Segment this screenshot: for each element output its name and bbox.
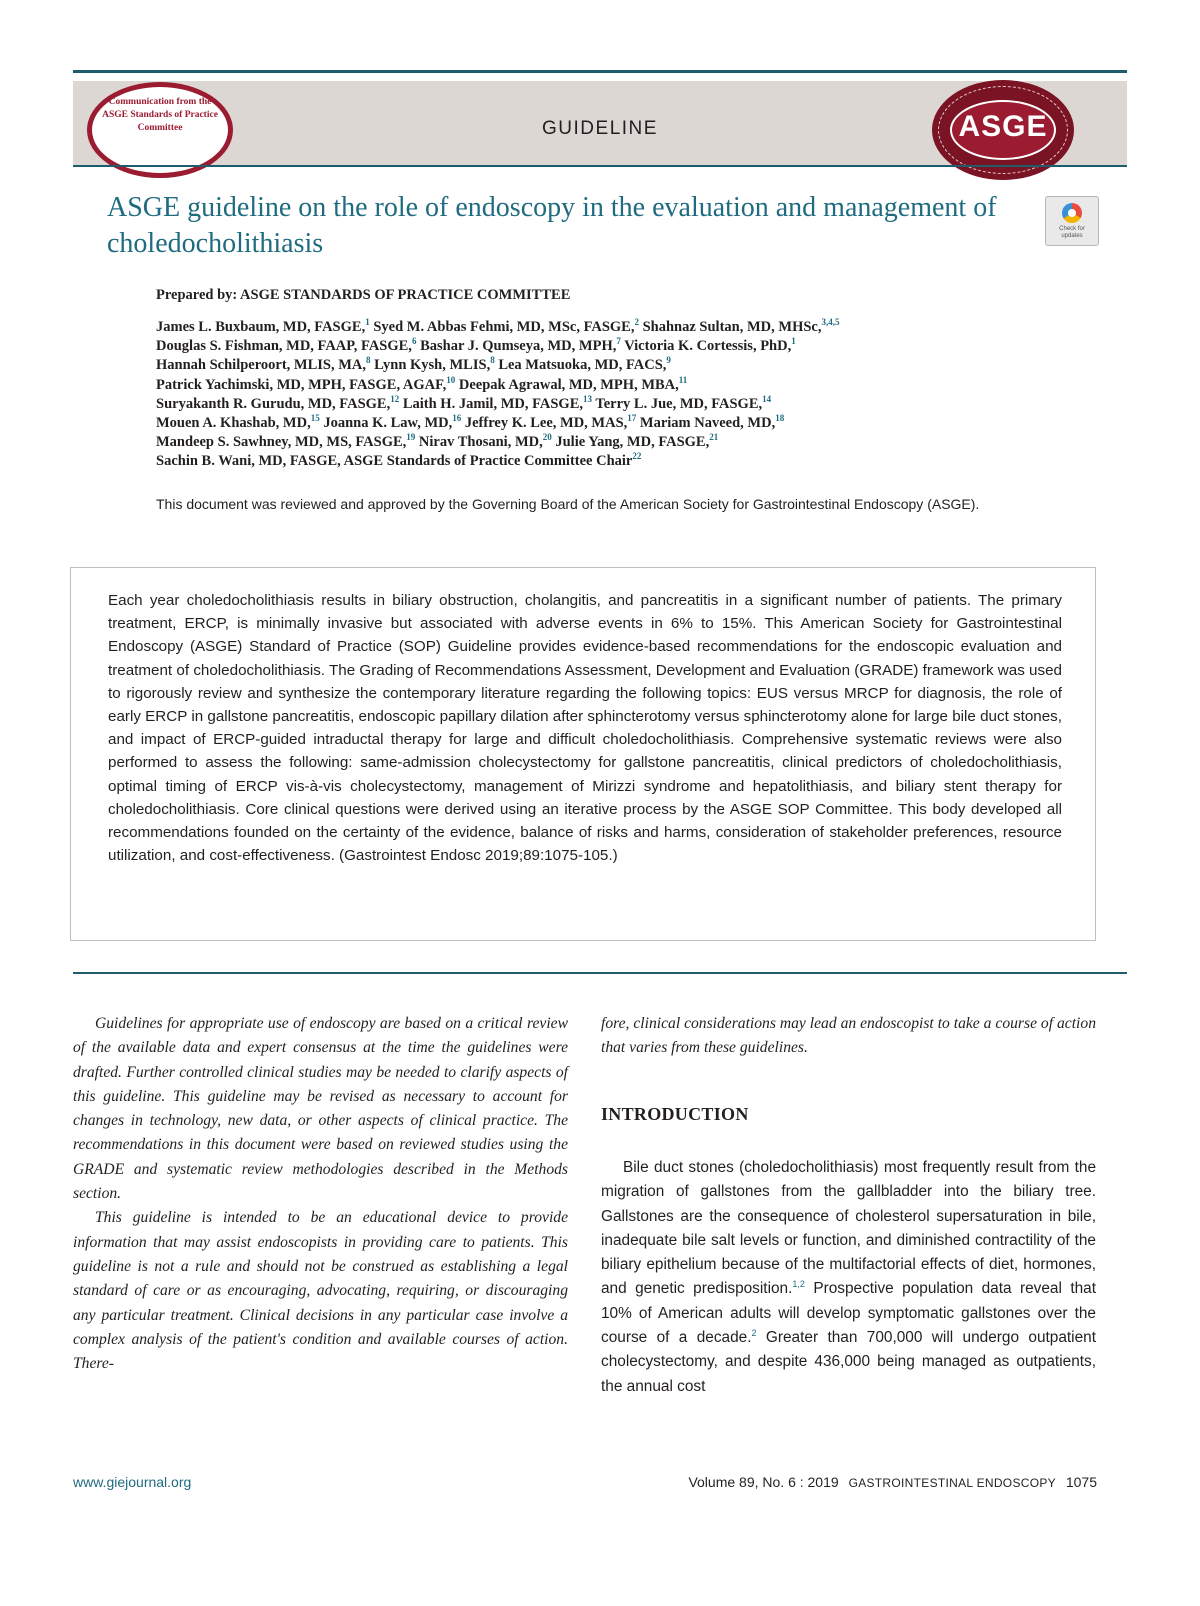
author-name: Bashar J. Qumseya, MD, MPH, [420,338,617,355]
author-affiliation[interactable]: 18 [775,413,785,424]
footer-page-number: 1075 [1065,1474,1097,1490]
disclaimer-column [73,1012,568,1376]
disclaimer-paragraph-2: This guideline is intended to be an educational device to provide information that may assist endoscopists in providing care to patients. This guideline is not a rule and should not be construed as establishing a legal standard of care or as encouraging, advocating, requiring, or discouraging any particular treatment. Clinical decisions in any particular case involve a complex analysis of the patient's condition and available courses of action. There- [73,1209,568,1373]
author-line [156,356,1096,375]
author-name: Lynn Kysh, MLIS, [374,357,491,374]
author-affiliation[interactable]: 9 [666,355,671,366]
footer-volume: Volume 89, No. 6 : 2019 [688,1474,839,1490]
footer-info [688,1474,1097,1490]
introduction-paragraph [601,1156,1096,1399]
disclaimer-continuation-text: fore, clinical considerations may lead an endoscopist to take a course of action that varies from these guidelines. [601,1015,1096,1057]
author-affiliation[interactable]: 8 [366,355,371,366]
author-name: Terry L. Jue, MD, FASGE, [595,395,763,412]
check-for-updates-badge[interactable] [1045,196,1099,246]
author-name: Syed M. Abbas Fehmi, MD, MSc, FASGE, [373,319,635,335]
author-name: Mouen A. Khashab, MD, [156,415,311,432]
author-affiliation[interactable]: 7 [616,336,621,347]
intro-text-b: Prospective population data reveal that 10% of American adults will develop symptomatic gallstones over the course of a decade. [601,1280,1096,1347]
author-name: James L. Buxbaum, MD, FASGE, [156,319,366,335]
author-line [156,376,1096,395]
author-affiliation[interactable]: 17 [627,413,637,424]
author-name: Julie Yang, MD, FASGE, [555,434,710,451]
author-name: Deepak Agrawal, MD, MPH, MBA, [458,376,679,393]
author-affiliation[interactable]: 13 [583,393,593,404]
author-name: Laith H. Jamil, MD, FASGE, [402,395,584,412]
author-affiliation[interactable]: 2 [634,317,639,328]
author-affiliation[interactable]: 1 [791,336,796,347]
author-affiliation[interactable]: 14 [762,393,772,404]
author-name: Mariam Naveed, MD, [639,415,776,432]
author-line [156,318,1096,337]
disclaimer-paragraph-1: Guidelines for appropriate use of endoscopy are based on a critical review of the available data and expert consensus at the time the guidelines were drafted. Further controlled clinical studies may be needed to clarify aspects of this guideline. This guideline may be revised as necessary to account for changes in technology, new data, or other aspects of clinical practice. The recommendations in this document were based on reviewed studies using the GRADE and systematic review methodologies described in the Methods section. [73,1015,568,1203]
crossmark-label: Check for updates [1059,226,1085,239]
author-line [156,452,1096,471]
author-affiliation[interactable]: 1 [365,317,370,328]
introduction-column [601,1156,1096,1399]
article-title: ASGE guideline on the role of endoscopy in the evaluation and management of choledocholithiasis [107,192,997,259]
author-name: Sachin B. Wani, MD, FASGE, ASGE Standards of Practice Committee Chair [156,453,633,470]
author-line [156,433,1096,452]
author-affiliation[interactable]: 21 [709,432,719,443]
author-name: Joanna K. Law, MD, [323,415,453,432]
author-name: Mandeep S. Sawhney, MD, MS, FASGE, [156,434,407,451]
author-affiliation[interactable]: 3,4,5 [821,317,840,328]
author-name: Patrick Yachimski, MD, MPH, FASGE, AGAF, [156,376,447,393]
author-name: Jeffrey K. Lee, MD, MAS, [464,415,628,432]
author-name: Hannah Schilperoort, MLIS, MA, [156,357,367,374]
section-label: GUIDELINE [542,118,658,139]
crossmark-icon [1062,203,1082,223]
author-name: Nirav Thosani, MD, [418,434,543,451]
author-affiliation[interactable]: 12 [390,393,400,404]
citation-1-2[interactable]: 1,2 [792,1279,805,1290]
intro-text-a: Bile duct stones (choledocholithiasis) most frequently result from the migration of gallstones from the gallbladder into the biliary tree. Gallstones are the consequence of cholesterol supersaturation in bile, inadequate bile salt levels or function, and diminished contractility of the biliary epithelium because of the multifactorial effects of diet, hormones, and genetic predisposition. [601,1159,1096,1298]
author-affiliation[interactable]: 15 [310,413,320,424]
author-line [156,395,1096,414]
body-top-rule [73,972,1127,974]
disclaimer-continuation [601,1012,1096,1061]
author-name: Victoria K. Cortessis, PhD, [624,338,792,355]
prepared-by: Prepared by: ASGE STANDARDS OF PRACTICE COMMITTEE [156,287,571,303]
review-note: This document was reviewed and approved by the Governing Board of the American Society for Gastrointestinal Endoscopy (ASGE). [156,496,980,512]
author-affiliation[interactable]: 10 [446,374,456,385]
committee-seal [87,82,233,178]
author-affiliation[interactable]: 6 [411,336,417,347]
citation-2[interactable]: 2 [751,1327,757,1338]
intro-text-c: Greater than 700,000 will undergo outpatient cholecystectomy, and despite 436,000 being managed as outpatients, the annual cost [601,1329,1096,1395]
author-name: Douglas S. Fishman, MD, FAAP, FASGE, [156,338,412,355]
author-affiliation[interactable]: 20 [542,432,552,443]
author-name: Lea Matsuoka, MD, FACS, [498,357,667,374]
author-line [156,337,1096,356]
footer-journal: GASTROINTESTINAL ENDOSCOPY [848,1476,1056,1490]
author-affiliation[interactable]: 11 [678,374,688,385]
author-affiliation[interactable]: 8 [490,355,495,366]
author-list [156,318,1096,472]
header-bottom-rule [73,165,1127,167]
top-rule [73,70,1127,73]
asge-logo-text: ASGE [958,110,1048,143]
committee-seal-text: Communication from the ASGE Standards of Practice Committee [102,97,218,133]
author-name: Suryakanth R. Gurudu, MD, FASGE, [156,395,391,412]
abstract-text: Each year choledocholithiasis results in biliary obstruction, cholangitis, and pancreatitis in a significant number of patients. The primary treatment, ERCP, is minimally invasive but associated with adverse events in 6% to 15%. This American Society for Gastrointestinal Endoscopy (ASGE) Standard of Practice (SOP) Guideline provides evidence-based recommendations for the endoscopic evaluation and treatment of choledocholithiasis. The Grading of Recommendations Assessment, Development and Evaluation (GRADE) framework was used to rigorously review and synthesize the contemporary literature regarding the following topics: EUS versus MRCP for diagnosis, the role of early ERCP in gallstone pancreatitis, endoscopic papillary dilation after sphincterotomy versus sphincterotomy alone for large bile duct stones, and impact of ERCP-guided intraductal therapy for large and difficult choledocholithiasis. Comprehensive systematic reviews were also performed to assess the following: same-admission cholecystectomy for gallstone pancreatitis, clinical predictors of choledocholithiasis, optimal timing of ERCP vis-à-vis cholecystectomy, management of Mirizzi syndrome and hepatolithiasis, and biliary stent therapy for choledocholithiasis. Core clinical questions were derived using an iterative process by the ASGE SOP Committee. This body developed all recommendations founded on the certainty of the evidence, balance of risks and harms, consideration of stakeholder preferences, resource utilization, and cost-effectiveness. (Gastrointest Endosc 2019;89:1075-105.) [108,592,1062,865]
introduction-heading: INTRODUCTION [601,1104,749,1124]
author-name: Shahnaz Sultan, MD, MHSc, [642,319,822,335]
author-affiliation[interactable]: 16 [452,413,462,424]
author-affiliation[interactable]: 22 [632,451,642,462]
author-affiliation[interactable]: 19 [406,432,416,443]
journal-url-link[interactable]: www.giejournal.org [73,1474,192,1490]
author-line [156,414,1096,433]
